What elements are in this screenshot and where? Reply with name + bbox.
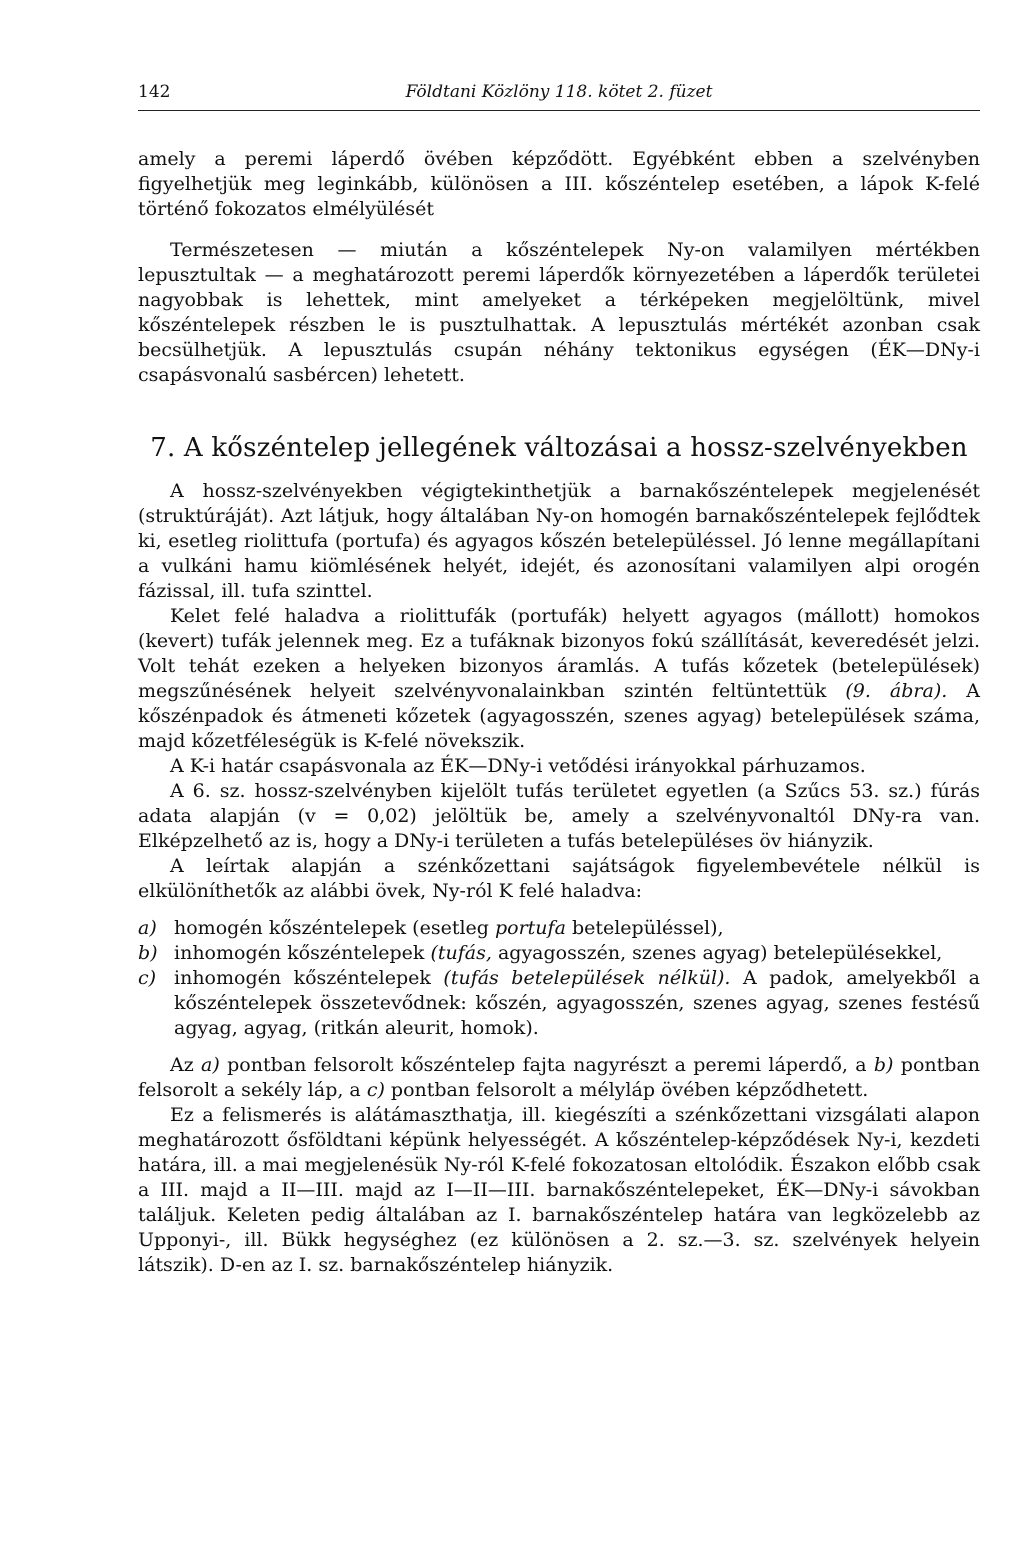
paragraph-7: A leírtak alapján a szénkőzettani sajátságok figyelembevétele nélkül is elkülöníthetők az alábbi övek, Ny-ról K felé haladva: — [138, 855, 980, 902]
list-item-text: A padok, amelyekből a kőszéntelepek összetevődnek: kőszén, agyagosszén, szenes agyag, szenes festésű agyag, agyag, (ritkán aleurit, homok). — [174, 967, 981, 1039]
list-item — [138, 941, 980, 966]
section-heading: 7. A kőszéntelep jellegének változásai a hossz-szelvényekben — [150, 433, 968, 463]
running-header — [138, 82, 980, 111]
list-item-emphasis: portufa — [494, 917, 566, 939]
list-item-text: inhomogén kőszéntelepek — [174, 967, 444, 989]
paragraph-8-emphasis: b) — [873, 1054, 894, 1076]
page-number: 142 — [138, 82, 171, 102]
list-item-emphasis: (tufás betelepülések nélkül). — [443, 967, 731, 989]
paragraph-2: Természetesen — miután a kőszéntelepek Ny-on valamilyen mértékben lepusztultak — a meghatározott peremi láperdők környezetében a láperdők területei nagyobbak is lehettek, mint amelyeket a térképeken megjelöltünk, mivel kőszéntelepek részben le is pusztulhattak. A lepusztulás mértékét azonban csak becsülhetjük. A lepusztulás csupán néhány tektonikus egységen (ÉK—DNy-i csapásvonalú sasbércen) lehetett. — [138, 239, 980, 386]
list-item-text: agyagosszén, szenes agyag) betelepülésekkel, — [491, 942, 943, 964]
paragraph-8-emphasis: c) — [366, 1079, 385, 1101]
journal-title: Földtani Közlöny 118. kötet 2. füzet — [405, 82, 713, 102]
paragraph-8-text: pontban felsorolt kőszéntelep fajta nagyrészt a peremi láperdő, a — [219, 1054, 874, 1076]
paragraph-9: Ez a felismerés is alátámaszthatja, ill. kiegészíti a szénkőzettani vizsgálati alapon meghatározott ősföldtani képünk helyességét. A kőszéntelep-képződések Ny-i, kezdeti határa, ill. a mai megjelenésük Ny-ról K-felé fokozatosan eltolódik. Északon előbb csak a III. majd a II—III. majd az I—II—III. barnakőszéntelepeket, ÉK—DNy-i sávokban találjuk. Keleten pedig általában az I. barnakőszéntelep határa van legközelebb az Upponyi-, ill. Bükk hegységhez (ez különösen a 2. sz.—3. sz. szelvények helyein látszik). D-en az I. sz. barnakőszéntelep hiányzik. — [138, 1104, 980, 1276]
list-item-text: betelepüléssel), — [565, 917, 724, 939]
paragraph-6: A 6. sz. hossz-szelvényben kijelölt tufás területet egyetlen (a Szűcs 53. sz.) fúrás adata alapján (v = 0,02) jelöltük be, amely a szelvényvonaltól DNy-ra van. Elképzelhető az is, hogy a DNy-i területen a tufás betelepüléses öv hiányzik. — [138, 780, 980, 852]
paragraph-8-emphasis: a) — [201, 1054, 220, 1076]
document-page — [138, 82, 980, 1278]
paragraph-4 — [138, 604, 980, 754]
paragraph-4-text-b: A kőszénpadok és átmeneti kőzetek (agyagosszén, szenes agyag) betelepülések száma, majd kőzetféleségük is K-felé növekszik. — [138, 680, 981, 752]
paragraph-4-text-a: Kelet felé haladva a riolittufák (portufák) helyett agyagos (mállott) homokos (kevert) tufák jelennek meg. Ez a tufáknak bizonyos fokú szállítását, keveredését jelzi. Volt tehát ezeken a helyeken bizonyos áramlás. A tufás kőzetek (betelepülések) megszűnésének helyeit szelvényvonalainkban szintén feltüntettük — [138, 605, 980, 702]
zone-list — [138, 916, 980, 1041]
list-marker: c) — [138, 967, 157, 989]
list-item-emphasis: (tufás, — [430, 942, 492, 964]
list-item-text: homogén kőszéntelepek (esetleg — [174, 917, 495, 939]
paragraph-8 — [138, 1053, 980, 1103]
paragraph-3: A hossz-szelvényekben végigtekinthetjük a barnakőszéntelepek megjelenését (struktúráját). Azt látjuk, hogy általában Ny-on homogén barnakőszéntelepek fejlődtek ki, esetleg riolittufa (portufa) és agyagos kőszén betelepüléssel. Jó lenne megállapítani a vulkáni hamu kiömlésének helyét, idejét, és azonosítani valamilyen alpi orogén fázissal, ill. tufa szinttel. — [138, 480, 980, 602]
list-item — [138, 916, 980, 941]
list-marker: a) — [138, 917, 157, 939]
document-body — [138, 147, 980, 1278]
paragraph-8-text: pontban felsorolt a sekély láp, a — [138, 1054, 980, 1101]
list-item-text: inhomogén kőszéntelepek — [174, 942, 431, 964]
paragraph-1: amely a peremi láperdő övében képződött. Egyébként ebben a szelvényben figyelhetjük meg leginkább, különösen a III. kőszéntelep esetében, a lápok K-felé történő fokozatos elmélyülését — [138, 148, 980, 220]
list-marker: b) — [138, 942, 158, 964]
paragraph-8-text: pontban felsorolt a mélyláp övében képződhetett. — [384, 1079, 869, 1101]
list-item — [138, 966, 980, 1041]
paragraph-8-text: Az — [170, 1054, 202, 1076]
figure-reference: (9. ábra). — [845, 680, 948, 702]
paragraph-5: A K-i határ csapásvonala az ÉK—DNy-i vetődési irányokkal párhuzamos. — [170, 755, 866, 777]
